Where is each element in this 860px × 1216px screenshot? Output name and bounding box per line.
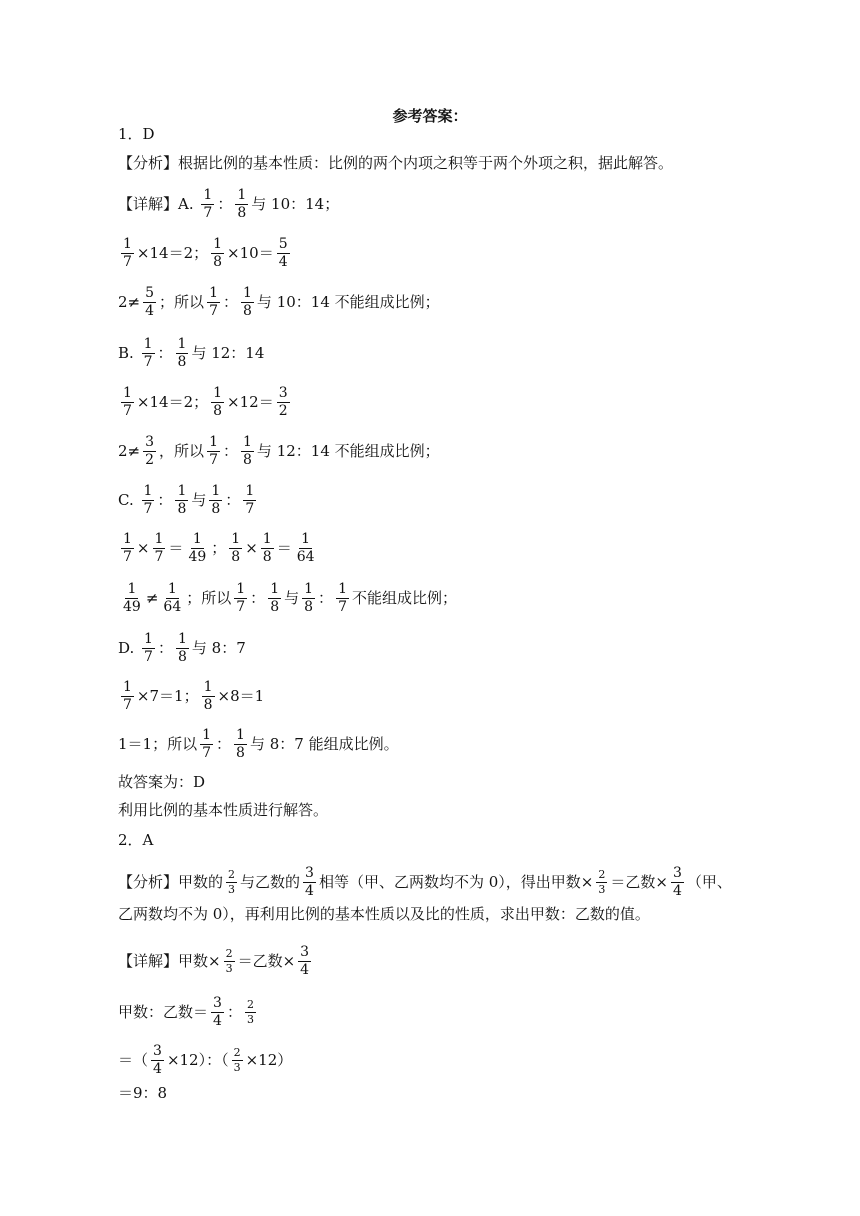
q2-ratio-line1 bbox=[118, 996, 259, 1028]
calc-text: ×14＝2； bbox=[136, 243, 209, 262]
q1-final bbox=[118, 775, 205, 790]
fraction: $\frac{1}{8}$ bbox=[211, 483, 221, 517]
concl-text: 与 12：14 不能组成比例； bbox=[256, 441, 440, 460]
note-text: 利用比例的基本性质进行解答。 bbox=[118, 801, 329, 819]
q1-detail-b bbox=[118, 337, 264, 369]
fraction: $\frac{1}{8}$ bbox=[270, 581, 280, 615]
analysis-text: 乙两数均不为 0），再利用比例的基本性质以及比的性质，求出甲数：乙数的值。 bbox=[118, 905, 650, 923]
equals-sign: ＝ bbox=[276, 538, 292, 557]
q1-note bbox=[118, 803, 328, 818]
fraction: $\frac{5}{4}$ bbox=[278, 236, 288, 270]
fraction: $\frac{1}{8}$ bbox=[304, 581, 314, 615]
analysis-text: 甲数的 bbox=[178, 872, 224, 891]
q1-answer-text: 1．D bbox=[118, 125, 155, 143]
q1-b-conclusion bbox=[118, 435, 440, 467]
fraction: $\frac{2}{3}$ bbox=[598, 868, 606, 896]
fraction: $\frac{1}{8}$ bbox=[231, 531, 241, 565]
final-answer: 故答案为：D bbox=[118, 773, 206, 791]
fraction: $\frac{1}{8}$ bbox=[177, 336, 187, 370]
q1-c-conclusion bbox=[118, 582, 457, 614]
detail-tag: 【详解】 bbox=[118, 951, 179, 970]
q2-answer-text: 2．A bbox=[118, 831, 154, 849]
q1-a-conclusion bbox=[118, 286, 440, 318]
colon: ： bbox=[216, 734, 232, 753]
fraction: $\frac{1}{8}$ bbox=[243, 434, 252, 468]
fraction: $\frac{3}{4}$ bbox=[153, 1043, 162, 1077]
fraction: $\frac{1}{8}$ bbox=[243, 285, 252, 319]
calc-text: ×14＝2； bbox=[136, 392, 209, 411]
concl-text: ，所以 bbox=[159, 441, 205, 460]
colon: ： bbox=[222, 441, 238, 460]
fraction: $\frac{1}{7}$ bbox=[123, 679, 132, 713]
fraction: $\frac{1}{8}$ bbox=[213, 385, 223, 419]
detail-text: 甲数× bbox=[178, 951, 221, 970]
q1-a-calc bbox=[118, 237, 293, 269]
fraction: $\frac{1}{7}$ bbox=[245, 483, 255, 517]
q1-detail-c bbox=[118, 484, 259, 516]
analysis-tag: 【分析】 bbox=[118, 154, 179, 172]
fraction: $\frac{1}{8}$ bbox=[203, 679, 213, 713]
fraction: $\frac{1}{7}$ bbox=[123, 385, 132, 419]
times-sign: × bbox=[245, 538, 258, 557]
colon: ： bbox=[157, 343, 173, 362]
concl-text: ；所以 bbox=[186, 588, 232, 607]
fraction: $\frac{3}{4}$ bbox=[672, 865, 682, 899]
option-a-text: 与 10：14； bbox=[251, 194, 340, 213]
q1-c-calc bbox=[118, 532, 320, 564]
ratio-result: ＝9：8 bbox=[118, 1084, 168, 1102]
fraction: $\frac{1}{8}$ bbox=[236, 727, 245, 761]
equals-sign: ＝ bbox=[168, 538, 184, 557]
q1-detail-a bbox=[118, 188, 339, 220]
and-text: 与 bbox=[191, 490, 207, 509]
fraction: $\frac{1}{49}$ bbox=[123, 581, 141, 615]
concl-text: 2≠ bbox=[118, 441, 141, 460]
fraction: $\frac{3}{4}$ bbox=[213, 995, 222, 1029]
ratio-text: ×12） bbox=[245, 1050, 293, 1069]
fraction: $\frac{1}{64}$ bbox=[296, 531, 315, 565]
fraction: $\frac{1}{7}$ bbox=[236, 581, 246, 615]
fraction: $\frac{1}{7}$ bbox=[143, 336, 153, 370]
option-d-label: D. bbox=[118, 638, 135, 657]
fraction: $\frac{1}{7}$ bbox=[338, 581, 347, 615]
q2-ratio-result bbox=[118, 1086, 167, 1101]
fraction: $\frac{1}{7}$ bbox=[203, 187, 213, 221]
times-sign: × bbox=[136, 538, 150, 557]
analysis-text: ＝乙数× bbox=[610, 872, 668, 891]
fraction: $\frac{1}{7}$ bbox=[209, 434, 218, 468]
calc-text: ×10＝ bbox=[227, 243, 274, 262]
fraction: $\frac{3}{2}$ bbox=[145, 434, 155, 468]
colon: ： bbox=[217, 194, 233, 213]
fraction: $\frac{1}{7}$ bbox=[202, 727, 212, 761]
analysis-text: （甲、 bbox=[686, 872, 732, 891]
q2-answer bbox=[118, 833, 153, 848]
detail-text: ＝乙数× bbox=[237, 951, 296, 970]
fraction: $\frac{3}{2}$ bbox=[278, 385, 288, 419]
colon: ： bbox=[318, 588, 334, 607]
q1-detail-d bbox=[118, 632, 246, 664]
not-equal-sign: ≠ bbox=[145, 588, 159, 607]
fraction: $\frac{1}{7}$ bbox=[144, 631, 153, 665]
fraction: $\frac{1}{49}$ bbox=[188, 531, 207, 565]
q1-answer bbox=[118, 127, 155, 142]
fraction: $\frac{5}{4}$ bbox=[145, 285, 155, 319]
fraction: $\frac{2}{3}$ bbox=[228, 868, 236, 896]
concl-text: 不能组成比例； bbox=[351, 588, 457, 607]
fraction: $\frac{1}{8}$ bbox=[177, 631, 187, 665]
q2-ratio-line2 bbox=[118, 1044, 292, 1076]
fraction: $\frac{2}{3}$ bbox=[246, 998, 254, 1026]
concl-text: ；所以 bbox=[159, 292, 205, 311]
calc-text: ×7＝1； bbox=[136, 686, 199, 705]
analysis-tag: 【分析】 bbox=[118, 872, 179, 891]
option-a-label: A. bbox=[178, 194, 194, 213]
colon: ： bbox=[250, 588, 266, 607]
ratio-text: ×12）：（ bbox=[166, 1050, 229, 1069]
and-text: 与 bbox=[284, 588, 300, 607]
fraction: $\frac{1}{8}$ bbox=[237, 187, 247, 221]
fraction: $\frac{1}{7}$ bbox=[154, 531, 164, 565]
ratio-text: 甲数：乙数＝ bbox=[118, 1002, 209, 1021]
fraction: $\frac{1}{7}$ bbox=[123, 531, 132, 565]
q2-analysis-line1 bbox=[118, 866, 732, 898]
q2-detail bbox=[118, 945, 314, 977]
analysis-text: 根据比例的基本性质：比例的两个内项之积等于两个外项之积，据此解答。 bbox=[178, 154, 674, 172]
fraction: $\frac{1}{7}$ bbox=[123, 236, 132, 270]
fraction: $\frac{3}{4}$ bbox=[300, 944, 310, 978]
q1-d-calc bbox=[118, 680, 264, 712]
q2-analysis-line2 bbox=[118, 907, 650, 922]
colon: ： bbox=[226, 1002, 242, 1021]
colon: ： bbox=[222, 292, 238, 311]
fraction: $\frac{1}{7}$ bbox=[209, 285, 218, 319]
fraction: $\frac{2}{3}$ bbox=[233, 1046, 241, 1074]
q1-b-calc bbox=[118, 386, 293, 418]
fraction: $\frac{2}{3}$ bbox=[225, 947, 233, 975]
calc-text: ×12＝ bbox=[227, 392, 274, 411]
concl-text: 与 10：14 不能组成比例； bbox=[256, 292, 440, 311]
separator: ； bbox=[211, 538, 227, 557]
colon: ： bbox=[157, 490, 173, 509]
page-title: 参考答案： bbox=[392, 107, 468, 125]
option-d-text: 与 8：7 bbox=[191, 638, 246, 657]
fraction: $\frac{1}{64}$ bbox=[163, 581, 182, 615]
option-b-label: B. bbox=[118, 343, 134, 362]
concl-text: 与 8：7 能组成比例。 bbox=[249, 734, 399, 753]
q1-d-conclusion bbox=[118, 728, 399, 760]
fraction: $\frac{1}{8}$ bbox=[177, 483, 187, 517]
concl-text: 1＝1；所以 bbox=[118, 734, 198, 753]
fraction: $\frac{3}{4}$ bbox=[305, 865, 314, 899]
concl-text: 2≠ bbox=[118, 292, 141, 311]
detail-tag: 【详解】 bbox=[118, 194, 179, 213]
colon: ： bbox=[225, 490, 241, 509]
option-c-label: C. bbox=[118, 490, 134, 509]
fraction: $\frac{1}{7}$ bbox=[143, 483, 153, 517]
q1-analysis bbox=[118, 156, 673, 171]
calc-text: ×8＝1 bbox=[217, 686, 265, 705]
analysis-text: 与乙数的 bbox=[240, 872, 301, 891]
option-b-text: 与 12：14 bbox=[191, 343, 265, 362]
ratio-text: ＝（ bbox=[118, 1050, 149, 1069]
fraction: $\frac{1}{8}$ bbox=[262, 531, 272, 565]
fraction: $\frac{1}{8}$ bbox=[213, 236, 223, 270]
colon: ： bbox=[157, 638, 173, 657]
analysis-text: 相等（甲、乙两数均不为 0），得出甲数× bbox=[318, 872, 594, 891]
